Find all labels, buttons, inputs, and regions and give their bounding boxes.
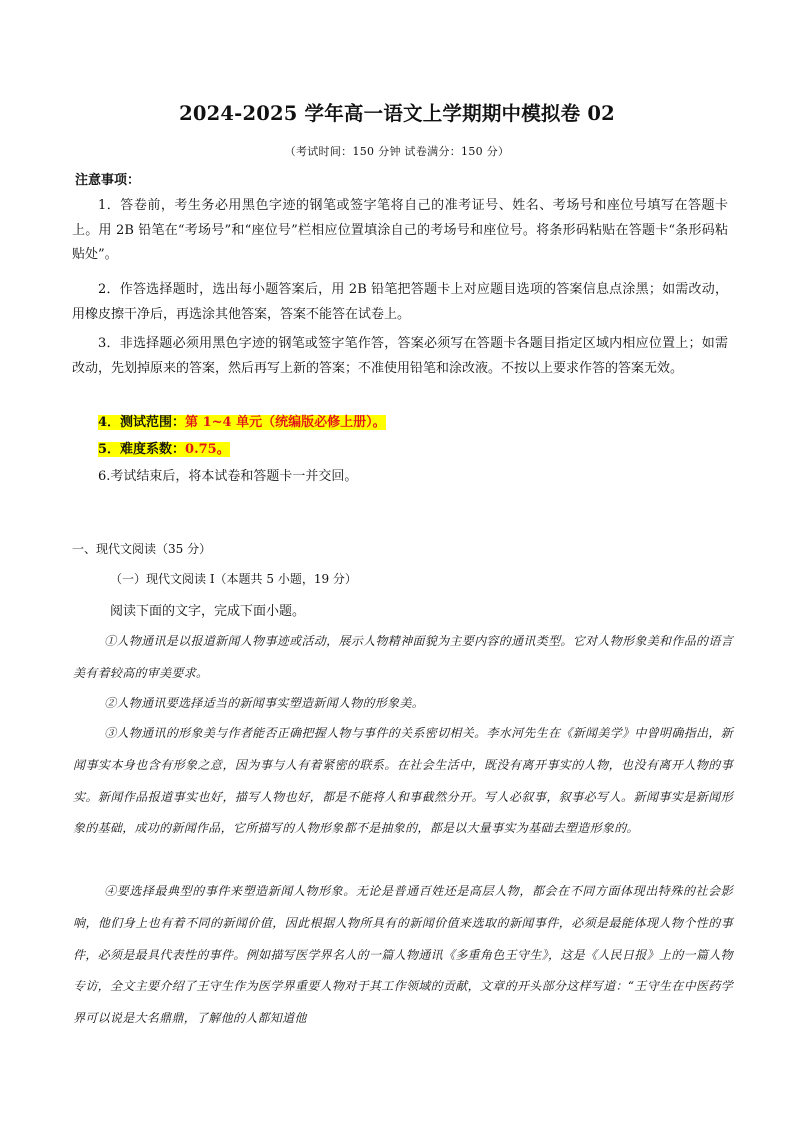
reading-paragraph-4: ④要选择最典型的事件来塑造新闻人物形象。无论是普通百姓还是高层人物，都会在不同方面体现出特殊的社会影响，他们身上也有着不同的新闻价值，因此根据人物所具有的新闻价值来选取的新闻事件，必须是最能体现人物个性的事件，必须是最具代表性的事件。例如描写医学界名人的一篇人物通讯《多重角色王守生》，这是《人民日报》上的一篇人物专访，全文主要介绍了王守生作为医学界重要人物对于其工作领域的贡献，文章的开头部分这样写道：“王守生在中医药学界可以说是大名鼎鼎，了解他的人都知道他 (73, 884, 733, 1026)
notice-item-5 (72, 438, 728, 463)
highlight-range (98, 415, 386, 430)
notice-item-4 (72, 411, 728, 436)
reading-paragraph-1: ①人物通讯是以报道新闻人物事迹或活动，展示人物精神面貌为主要内容的通讯类型。它对人物形象美和作品的语言美有着较高的审美要求。 (73, 634, 733, 680)
notice-item-1: 1．答卷前，考生务必用黑色字迹的钢笔或签字笔将自己的准考证号、姓名、考场号和座位号填写在答题卡上。用 2B 铅笔在“考场号”和“座位号”栏相应位置填涂自己的考场号和座位号。将条形码粘贴在答题卡“条形码粘贴处”。 (72, 198, 728, 262)
reading-instruction: 阅读下面的文字，完成下面小题。 (110, 604, 306, 619)
notice-heading: 注意事项： (75, 173, 141, 188)
notice-item-2: 2．作答选择题时，选出每小题答案后，用 2B 铅笔把答题卡上对应题目选项的答案信息点涂黑；如需改动，用橡皮擦干净后，再选涂其他答案，答案不能答在试卷上。 (72, 282, 728, 322)
exam-info: （考试时间：150 分钟 试卷满分：150 分） (284, 145, 510, 158)
range-label: 4．测试范围： (98, 415, 186, 430)
page-title: 2024-2025 学年高一语文上学期期中模拟卷 02 (179, 102, 615, 125)
notice-item-6: 6.考试结束后，将本试卷和答题卡一并交回。 (98, 469, 358, 484)
difficulty-value: 0.75。 (185, 442, 230, 457)
notice-item-3: 3．非选择题必须用黑色字迹的钢笔或签字笔作答，答案必须写在答题卡各题目指定区域内相应位置上；如需改动，先划掉原来的答案，然后再写上新的答案；不准使用铅笔和涂改液。不按以上要求作答的答案无效。 (72, 336, 728, 376)
range-value: 第 1~4 单元（统编版必修上册）。 (185, 415, 386, 430)
difficulty-label: 5．难度系数： (98, 442, 186, 457)
section-heading: 一、现代文阅读（35 分） (72, 542, 212, 556)
highlight-difficulty (98, 442, 230, 457)
subsection-heading: （一）现代文阅读 I（本题共 5 小题，19 分） (110, 572, 357, 586)
reading-paragraph-2: ②人物通讯要选择适当的新闻事实塑造新闻人物的形象美。 (104, 696, 424, 710)
reading-paragraph-3: ③人物通讯的形象美与作者能否正确把握人物与事件的关系密切相关。李水河先生在《新闻美学》中曾明确指出，新闻事实本身也含有形象之意，因为事与人有着紧密的联系。在社会生活中，既没有离开事实的人物，也没有离开人物的事实。新闻作品报道事实也好，描写人物也好，都是不能将人和事截然分开。写人必叙事，叙事必写人。新闻事实是新闻形象的基础，成功的新闻作品，它所描写的人物形象都不是抽象的，都是以大量事实为基础去塑造形象的。 (73, 726, 733, 836)
